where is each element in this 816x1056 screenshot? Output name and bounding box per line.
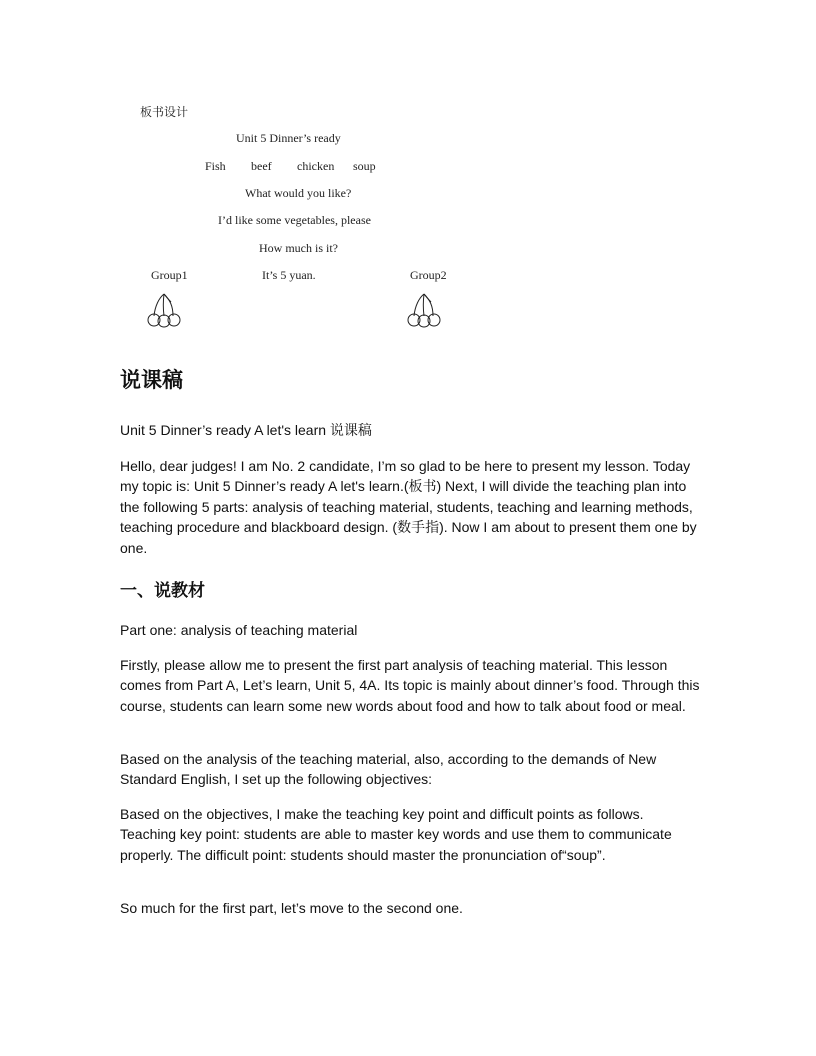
- board-word-beef: beef: [251, 159, 272, 173]
- intro-paragraph: Hello, dear judges! I am No. 2 candidate, I’m so glad to be here to present my lesson. Today my topic is: Unit 5 Dinner’s ready A let's learn.(板书) Next, I will divide the teaching plan into the following 5 parts: analysis of teaching material, students, teaching and learning methods, teaching procedure and blackboard design. (数手指). Now I am about to present them one by one.: [120, 458, 697, 556]
- subtitle: Unit 5 Dinner’s ready A let's learn 说课稿: [120, 422, 372, 438]
- board-unit-title: Unit 5 Dinner’s ready: [236, 131, 341, 145]
- board-group1: Group1: [151, 268, 188, 282]
- paragraph-transition: So much for the first part, let’s move to the second one.: [120, 900, 463, 916]
- cherry-icon: [143, 290, 185, 328]
- board-word-chicken: chicken: [297, 159, 335, 173]
- section-heading-material: 一、说教材: [120, 581, 205, 601]
- board-question-like: What would you like?: [245, 186, 352, 200]
- paragraph-material: Firstly, please allow me to present the first part analysis of teaching material. This lesson comes from Part A, Let’s learn, Unit 5, 4A. Its topic is mainly about dinner’s food. Through this course, students can learn some new words about food and how to talk about food or meal.: [120, 657, 700, 714]
- board-question-price: How much is it?: [259, 241, 338, 255]
- board-answer-like: I’d like some vegetables, please: [218, 213, 371, 227]
- page-title: 说课稿: [120, 368, 183, 392]
- paragraph-objectives: Based on the analysis of the teaching material, also, according to the demands of New Standard English, I set up the following objectives:: [120, 751, 657, 788]
- board-label: 板书设计: [140, 105, 189, 119]
- board-word-fish: Fish: [205, 159, 226, 173]
- board-answer-price: It’s 5 yuan.: [262, 268, 316, 282]
- paragraph-key-points: Based on the objectives, I make the teaching key point and difficult points as follows. Teaching key point: students are able to master key words and use them to communicate properly. The difficult point: students should master the pronunciation of“soup”.: [120, 806, 672, 863]
- cherry-icon: [403, 290, 445, 328]
- part-one-label: Part one: analysis of teaching material: [120, 622, 358, 638]
- board-word-soup: soup: [353, 159, 376, 173]
- board-group2: Group2: [410, 268, 447, 282]
